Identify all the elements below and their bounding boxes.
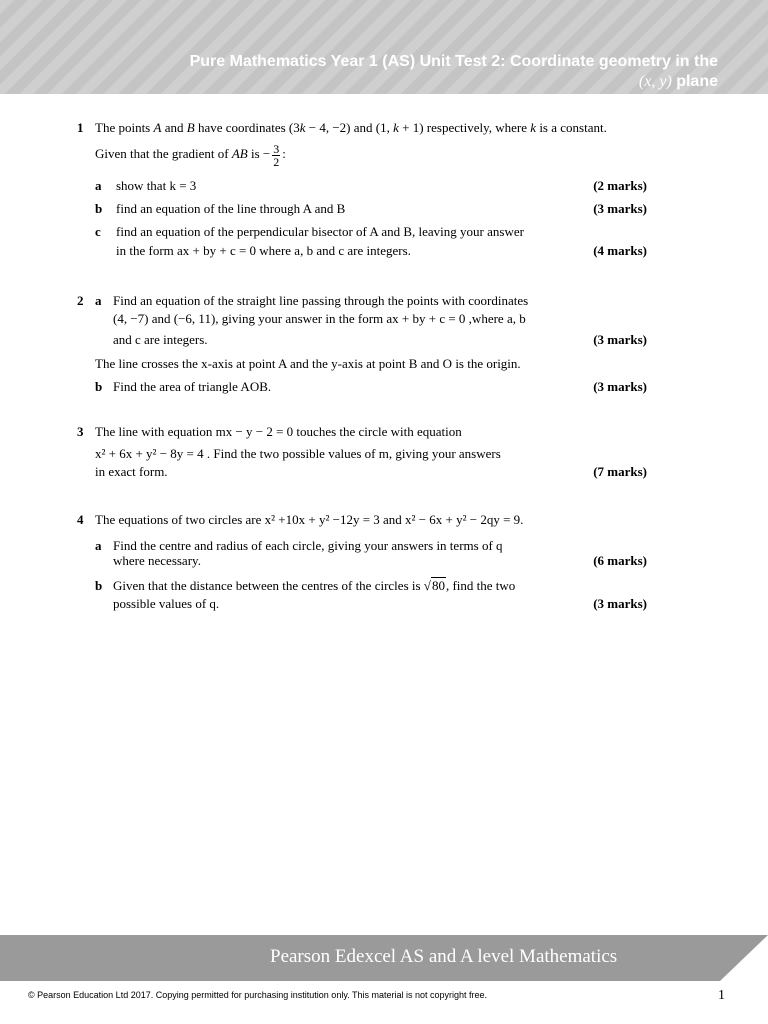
question-3-line-2: x² + 6x + y² − 8y = 4 . Find the two possible values of m, giving your answers (95, 446, 501, 461)
part-4a-line-2: where necessary. (113, 553, 201, 568)
part-4b-text: , find the two (445, 578, 516, 593)
part-4b-line-2: possible values of q. (113, 596, 220, 611)
question-3-line-1: The line with equation mx − y − 2 = 0 touches the circle with equation (95, 424, 462, 439)
part-4b-text: Given that the distance between the centres of the circles is (113, 578, 424, 593)
var-k: k (530, 120, 537, 135)
fraction-denominator: 2 (273, 154, 280, 169)
point-a: A (153, 120, 162, 135)
stem-text: have coordinates (3 (194, 120, 300, 135)
marks-1a: (2 marks) (593, 178, 647, 193)
part-4b-line-1: Given that the distance between the centres of the circles is √80, find the two (113, 578, 516, 593)
title-line-2 (78, 72, 718, 92)
stem-text: + 1) respectively, where (398, 120, 531, 135)
stem-text: is a constant. (536, 120, 607, 135)
title-line-1: Pure Mathematics Year 1 (AS) Unit Test 2: Coordinate geometry in the (189, 53, 718, 70)
page-number: 1 (718, 988, 725, 1003)
title-math: (x, y) (638, 73, 672, 90)
sqrt-value: 80 (431, 578, 445, 593)
part-4a-line-1: Find the centre and radius of each circle, giving your answers in terms of q (113, 538, 503, 553)
part-label: a (95, 293, 102, 308)
question-number: 2 (77, 293, 84, 308)
part-2a-line-2: (4, −7) and (−6, 11), giving your answer in the form ax + by + c = 0 ,where a, b (113, 311, 526, 326)
page-title (78, 52, 718, 92)
given-text: is − (247, 146, 271, 161)
question-1-given (95, 138, 286, 170)
part-2a-line-1: Find an equation of the straight line passing through the points with coordinates (113, 293, 529, 308)
part-label: a (95, 538, 102, 553)
part-1a-text: show that k = 3 (116, 178, 197, 193)
marks-3: (7 marks) (593, 464, 647, 479)
question-number: 3 (77, 424, 84, 439)
marks-1b: (3 marks) (593, 201, 647, 216)
given-text: : (282, 146, 286, 161)
part-2b-text: Find the area of triangle AOB. (113, 379, 272, 394)
marks-4b: (3 marks) (593, 596, 647, 611)
fraction-numerator: 3 (273, 141, 280, 156)
question-number: 4 (77, 512, 84, 527)
question-4-stem: The equations of two circles are x² +10x + y² −12y = 3 and x² − 6x + y² − 2qy = 9. (95, 512, 524, 527)
title-plane: plane (671, 73, 718, 90)
series-title: Pearson Edexcel AS and A level Mathematics (270, 946, 618, 967)
segment-ab: AB (231, 146, 248, 161)
point-b: B (186, 120, 195, 135)
var-k: k (299, 120, 306, 135)
question-3-line-3: in exact form. (95, 464, 168, 479)
marks-2a: (3 marks) (593, 332, 647, 347)
part-1b-text: find an equation of the line through A and B (116, 201, 346, 216)
marks-2b: (3 marks) (593, 379, 647, 394)
question-1-stem (95, 120, 607, 136)
part-label: a (95, 178, 102, 193)
marks-4a: (6 marks) (593, 553, 647, 568)
part-label: b (95, 201, 103, 216)
part-1c-line-1: find an equation of the perpendicular bisector of A and B, leaving your answer (116, 224, 524, 239)
given-text: Given that the gradient of (95, 146, 232, 161)
question-number: 1 (77, 120, 84, 135)
part-label: b (95, 379, 103, 394)
part-label: c (95, 224, 101, 239)
var-k: k (393, 120, 399, 135)
part-label: b (95, 578, 103, 593)
gradient-fraction (272, 143, 280, 168)
stem-text: − 4, −2) and (1, (305, 120, 394, 135)
part-1c-line-2: in the form ax + by + c = 0 where a, b and c are integers. (116, 243, 411, 258)
copyright-notice: © Pearson Education Ltd 2017. Copying permitted for purchasing institution only. This material is not copyright free. (28, 990, 488, 1000)
question-2-info: The line crosses the x-axis at point A and the y-axis at point B and O is the origin. (95, 356, 521, 371)
stem-text: The points (95, 120, 154, 135)
stem-text: and (161, 120, 187, 135)
part-2a-line-3: and c are integers. (113, 332, 208, 347)
marks-1c: (4 marks) (593, 243, 647, 258)
